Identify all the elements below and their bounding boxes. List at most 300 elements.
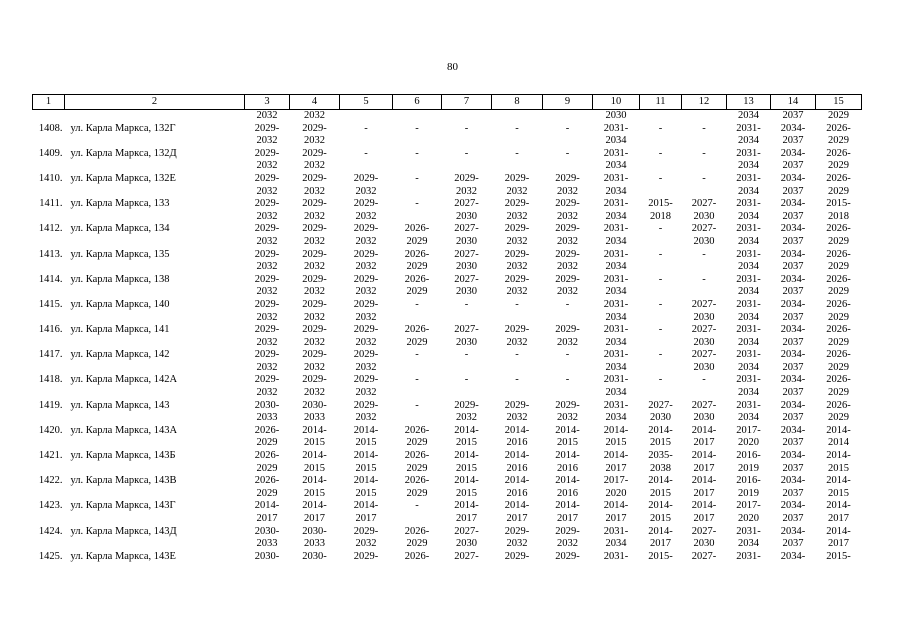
period-end [682,160,727,173]
period-start: - [658,374,663,386]
period-start: 2026- [826,374,851,386]
period-start: 2026- [254,424,280,436]
period-end: 2017 [605,462,627,474]
period-start: 2029- [353,349,379,361]
period-end: 2037 [782,437,804,449]
period-start: - [415,198,419,210]
period-start: 2029- [254,298,280,310]
period-cell [340,198,393,223]
period-cell [340,500,393,525]
period-cell [442,123,492,148]
period-cell [340,223,393,248]
period-cell [442,223,492,248]
period-end: 2029 [828,135,849,147]
period-end: 2032 [304,311,325,323]
period-end: 2034 [605,387,627,399]
period-start: 2027- [454,324,479,336]
period-end: 2037 [782,286,804,298]
period-cell [245,223,290,248]
period-end: 2017 [693,487,715,499]
period-cell [393,374,442,399]
period-cell [290,198,340,223]
table-row [33,551,862,564]
period-end [640,387,682,400]
period-cell [682,249,727,274]
period-cell [682,400,727,425]
period-start: 2031- [736,198,761,210]
period-end: 2034 [738,412,759,424]
period-end: 2017 [506,513,528,524]
period-end: 2034 [738,135,759,147]
period-end: 2034 [738,311,759,323]
period-end: 2017 [355,513,377,524]
period-end [640,160,682,173]
period-end: 2034 [738,235,759,247]
period-start: 2029- [555,248,580,260]
column-header: 8 [492,95,543,110]
period-start: 2034- [780,172,806,184]
period-start: 2029- [555,550,580,562]
period-cell [245,249,290,274]
period-end: 2034 [738,336,759,348]
period-cell [245,198,290,223]
period-start: 2034- [780,374,806,386]
period-end: 2017 [557,513,578,524]
period-start: 2035- [648,450,673,462]
period-cell [492,425,543,450]
period-start: 2027- [454,525,479,537]
period-start: 2029- [302,248,327,260]
period-start: 2014- [826,475,851,487]
period-start: 2031- [736,399,761,411]
period-cell [682,500,727,525]
period-start: 2014- [254,500,280,512]
address-cell: ул. Карла Маркса, 133 [70,198,170,210]
period-start: - [415,374,419,386]
period-cell [492,274,543,299]
period-end: 2032 [304,135,325,147]
period-end: 2016 [557,487,578,499]
period-end [682,135,727,148]
period-end: 2030 [693,538,715,550]
period-start: 2027- [454,248,479,260]
period-end: 2017 [650,538,671,550]
period-end: 2020 [738,437,759,449]
period-cell [340,173,393,198]
period-cell [771,324,816,349]
row-number: 1420. [38,424,63,436]
period-end: 2034 [605,135,627,147]
period-start: 2029- [504,399,530,411]
period-end [492,387,543,400]
period-end: 2030 [693,210,715,222]
period-cell [640,123,682,148]
table-row [33,374,862,399]
period-end: 2037 [782,160,804,172]
period-cell [543,274,593,299]
period-end: 2017 [828,513,849,524]
period-start: 2029- [504,198,530,210]
period-cell [593,148,640,173]
period-cell [492,123,543,148]
period-start: 2030- [254,399,280,411]
period-end: 2030 [693,361,715,373]
period-cell [442,450,492,475]
period-cell [340,349,393,374]
period-cell [593,374,640,399]
column-header: 5 [340,95,393,110]
period-end: 2017 [605,513,627,524]
period-end: 2037 [782,513,804,524]
period-start: 2034- [780,424,806,436]
carry-over-cell [442,110,492,123]
period-cell [393,526,442,551]
period-start: - [702,122,706,134]
address-cell: ул. Карла Маркса, 142А [70,374,178,386]
period-cell [816,475,862,500]
period-start: 2029- [504,550,530,562]
address-cell: ул. Карла Маркса, 142 [70,349,170,361]
period-start: - [658,273,663,285]
period-start: 2014- [603,424,629,436]
period-end: 2034 [738,361,759,373]
period-start: 2030- [302,550,327,562]
period-start: 2034- [780,550,806,562]
period-cell [245,374,290,399]
period-end: 2034 [605,311,627,323]
period-end [393,211,442,224]
period-start: - [515,122,519,134]
period-cell [245,299,290,324]
column-header: 14 [771,95,816,110]
period-end: 2034 [738,261,759,273]
period-start: 2027- [691,525,717,537]
period-start: 2026- [826,248,851,260]
period-end: 2020 [738,513,759,524]
period-cell [290,249,340,274]
carry-over-cell: 2037 [782,110,804,121]
period-cell [290,173,340,198]
period-end: 2032 [304,286,325,298]
period-start: 2014- [603,450,629,462]
period-end: 2032 [557,210,578,222]
period-end [640,337,682,350]
period-start: - [464,147,469,159]
period-start: 2014- [555,424,580,436]
period-end: 2032 [506,286,528,298]
period-end: 2034 [605,538,627,550]
period-cell [771,249,816,274]
period-end: 2030 [693,311,715,323]
column-header: 4 [290,95,340,110]
period-end: 2015 [355,437,377,449]
period-cell [393,349,442,374]
period-cell [245,349,290,374]
period-end: 2032 [256,286,278,298]
period-start: - [415,500,419,512]
period-cell [593,274,640,299]
period-cell [245,526,290,551]
period-cell [727,173,771,198]
period-start: 2027- [691,223,717,235]
period-cell [771,400,816,425]
carry-over-cell [682,110,727,123]
period-end: 2037 [782,210,804,222]
period-cell [727,299,771,324]
period-end [442,312,492,325]
period-end: 2015 [650,487,671,499]
address-cell: ул. Карла Маркса, 143В [70,475,177,487]
period-end: 2017 [304,513,325,524]
period-start: 2014- [691,424,717,436]
period-cell [543,374,593,399]
period-cell [816,450,862,475]
period-end: 2032 [256,311,278,323]
period-end: 2034 [738,160,759,172]
period-start: 2014- [648,475,673,487]
period-start: 2014- [353,424,379,436]
period-cell [393,223,442,248]
period-end: 2033 [256,538,278,550]
period-end: 2016 [506,437,528,449]
period-end: 2029 [828,261,849,273]
period-start: 2029- [254,349,280,361]
period-start: 2029- [254,223,280,235]
period-start: - [415,349,419,361]
column-header: 7 [442,95,492,110]
period-end [682,387,727,400]
period-cell [593,551,640,564]
page-number: 80 [447,61,458,73]
period-end: 2017 [693,513,715,524]
period-cell [492,450,543,475]
period-start: - [415,298,419,310]
period-end: 2029 [406,462,428,474]
period-end: 2029 [828,361,849,373]
period-cell [340,425,393,450]
period-end: 2037 [782,185,804,197]
address-cell: ул. Карла Маркса, 132Г [70,122,176,134]
period-end: 2030 [456,261,477,273]
period-start: 2014- [648,500,673,512]
period-end: 2038 [650,462,671,474]
period-end: 2034 [605,235,627,247]
period-end: 2034 [605,361,627,373]
period-cell [340,324,393,349]
period-cell [393,551,442,564]
period-start: 2030- [302,525,327,537]
period-end [492,362,543,375]
period-end: 2017 [256,513,278,524]
period-start: 2029- [504,248,530,260]
period-cell [290,475,340,500]
period-end [492,312,543,325]
period-end: 2033 [304,412,325,424]
period-cell [492,526,543,551]
period-start: - [565,122,570,134]
period-start: - [464,349,469,361]
period-cell [492,374,543,399]
period-cell [816,123,862,148]
address-cell: ул. Карла Маркса, 135 [70,248,170,260]
carry-over-cell [640,110,682,123]
period-cell [771,551,816,564]
period-cell [640,526,682,551]
period-start: - [515,298,519,310]
row-number: 1408. [38,122,63,134]
period-end: 2032 [557,185,578,197]
address-cell: ул. Карла Маркса, 132Е [70,172,176,184]
period-start: 2014- [504,424,530,436]
period-start: 2031- [736,349,761,361]
period-start: 2029- [302,324,327,336]
period-start: 2029- [504,525,530,537]
period-cell [290,450,340,475]
period-end: 2032 [256,361,278,373]
period-start: 2029- [302,374,327,386]
row-number: 1409. [38,147,63,159]
period-start: 2029- [254,122,280,134]
period-cell [727,500,771,525]
period-cell [340,123,393,148]
period-end: 2029 [406,286,428,298]
period-start: 2031- [603,399,629,411]
address-cell: ул. Карла Маркса, 143Д [70,525,177,537]
period-start: 2031- [603,298,629,310]
period-cell [640,450,682,475]
period-start: - [565,298,570,310]
period-start: 2029- [353,550,379,562]
period-end: 2037 [782,261,804,273]
period-start: 2014- [648,424,673,436]
row-number: 1416. [38,324,63,336]
period-start: - [658,298,663,310]
period-cell [393,425,442,450]
period-start: - [515,374,519,386]
period-start: 2014- [555,450,580,462]
period-cell [543,198,593,223]
period-start: 2027- [691,399,717,411]
period-start: 2026- [826,298,851,310]
period-end: 2030 [693,412,715,424]
period-cell [492,223,543,248]
period-cell [340,299,393,324]
period-cell [393,400,442,425]
period-start: 2029- [555,172,580,184]
period-cell [442,526,492,551]
period-start: 2034- [780,147,806,159]
period-end: 2034 [605,160,627,172]
period-end: 2037 [782,336,804,348]
period-cell [290,400,340,425]
period-end: 2029 [406,336,428,348]
address-cell: ул. Карла Маркса, 143Б [70,450,176,462]
period-start: 2027- [454,198,479,210]
period-start: - [702,172,706,184]
period-end [682,186,727,199]
period-cell [593,299,640,324]
period-cell [442,425,492,450]
period-cell [593,526,640,551]
table-row [33,425,862,450]
row-number: 1418. [38,374,63,386]
period-cell [393,249,442,274]
period-start: 2031- [736,223,761,235]
period-end: 2030 [693,235,715,247]
period-end: 2017 [828,538,849,550]
period-cell [442,500,492,525]
period-start: 2031- [736,324,761,336]
period-cell [816,400,862,425]
period-end: 2032 [557,538,578,550]
table-row [33,475,862,500]
period-start: 2014- [454,450,479,462]
period-start: 2016- [736,475,761,487]
period-start: 2026- [826,399,851,411]
period-start: 2031- [736,550,761,562]
column-header: 12 [682,95,727,110]
period-start: - [464,374,469,386]
period-start: 2026- [826,147,851,159]
period-start: 2029- [504,273,530,285]
period-cell [727,526,771,551]
period-end: 2029 [828,185,849,197]
period-end: 2032 [557,336,578,348]
period-end: 2014 [828,437,849,449]
period-start: 2027- [691,298,717,310]
period-cell [492,551,543,564]
period-end: 2032 [355,185,377,197]
period-end: 2015 [828,487,849,499]
period-start: 2026- [826,172,851,184]
period-end [393,186,442,199]
period-cell [245,500,290,525]
period-start: 2031- [603,273,629,285]
period-end: 2032 [304,261,325,273]
period-end [640,261,682,274]
carry-over-cell [340,110,393,123]
carry-over-cell: 2029 [828,110,849,121]
column-header: 1 [33,95,65,110]
address-cell: ул. Карла Маркса, 143Г [70,500,176,512]
period-cell [290,148,340,173]
period-end: 2029 [256,487,278,499]
period-end: 2015 [355,462,377,474]
period-end [640,236,682,249]
table-row [33,274,862,299]
period-end: 2029 [828,412,849,424]
period-start: - [415,122,419,134]
period-end: 2032 [256,210,278,222]
period-cell [442,249,492,274]
period-end: 2032 [304,235,325,247]
period-cell [340,249,393,274]
period-start: 2034- [780,399,806,411]
period-end: 2015 [828,462,849,474]
table-row [33,198,862,223]
period-start: 2014- [353,475,379,487]
period-start: - [658,248,663,260]
period-start: 2014- [603,500,629,512]
period-end: 2032 [304,387,325,399]
period-end: 2015 [650,437,671,449]
period-end: 2017 [693,437,715,449]
period-start: 2029- [353,273,379,285]
period-end: 2033 [256,412,278,424]
period-start: 2034- [780,324,806,336]
period-cell [816,425,862,450]
period-cell [593,223,640,248]
